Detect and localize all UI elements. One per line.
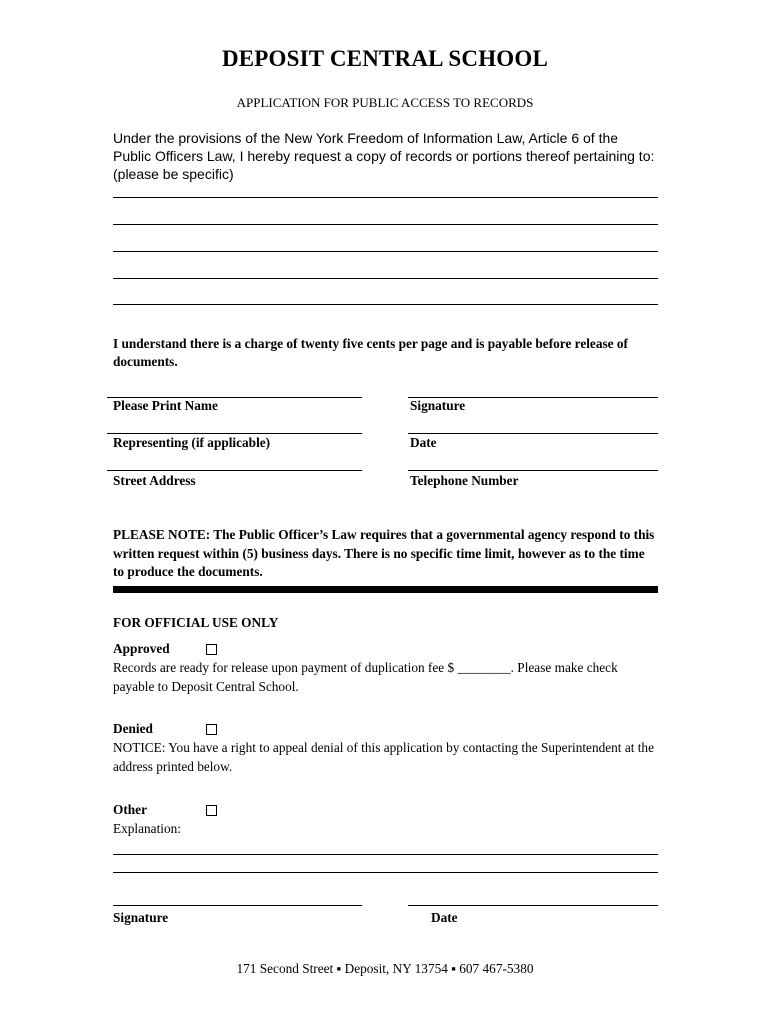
charge-notice: I understand there is a charge of twenty five cents per page and is payable before release of documents. <box>113 336 628 369</box>
street-field-label: Street Address <box>113 473 196 488</box>
request-line-2[interactable] <box>113 224 658 225</box>
date-field-line[interactable] <box>408 433 658 434</box>
approved-checkbox[interactable] <box>206 644 217 655</box>
explanation-line-1[interactable] <box>113 854 658 855</box>
official-use-heading: FOR OFFICIAL USE ONLY <box>113 615 279 630</box>
denied-label: Denied <box>113 721 153 736</box>
telephone-field-line[interactable] <box>408 470 658 471</box>
name-field-label: Please Print Name <box>113 398 218 413</box>
official-signature-line[interactable] <box>113 905 362 906</box>
representing-field-label: Representing (if applicable) <box>113 435 271 450</box>
page-title: DEPOSIT CENTRAL SCHOOL <box>221 46 549 71</box>
approved-label: Approved <box>113 641 170 656</box>
official-date-line[interactable] <box>408 905 658 906</box>
please-note-paragraph: PLEASE NOTE: The Public Officer’s Law requires that a governmental agency respond to this written request within (5) business days. There is no specific time limit, however as to the time to produce the documents. <box>113 527 655 579</box>
street-field-line[interactable] <box>107 470 362 471</box>
denied-checkbox[interactable] <box>206 724 217 735</box>
page-subtitle: APPLICATION FOR PUBLIC ACCESS TO RECORDS <box>236 95 534 110</box>
signature-field-label: Signature <box>410 398 466 413</box>
telephone-field-label: Telephone Number <box>410 473 519 488</box>
denied-text: NOTICE: You have a right to appeal denial of this application by contacting the Superintendent at the address printed below. <box>113 740 654 774</box>
official-signature-label: Signature <box>113 910 169 925</box>
official-date-label: Date <box>431 910 458 925</box>
explanation-label: Explanation: <box>113 821 181 836</box>
other-checkbox[interactable] <box>206 805 217 816</box>
approved-text: Records are ready for release upon payment of duplication fee $ ________. Please make check payable to Deposit Central School. <box>113 660 618 694</box>
footer-address: 171 Second Street ▪ Deposit, NY 13754 ▪ 607 467-5380 <box>236 961 534 976</box>
request-line-1[interactable] <box>113 197 658 198</box>
request-line-4[interactable] <box>113 278 658 279</box>
intro-paragraph: Under the provisions of the New York Freedom of Information Law, Article 6 of the Public Officers Law, I hereby request a copy of records or portions thereof pertaining to: (please be specific) <box>113 130 655 182</box>
date-field-label: Date <box>410 435 437 450</box>
other-label: Other <box>113 802 147 817</box>
representing-field-line[interactable] <box>107 433 362 434</box>
request-line-3[interactable] <box>113 251 658 252</box>
request-line-5[interactable] <box>113 304 658 305</box>
section-divider <box>113 586 658 593</box>
explanation-line-2[interactable] <box>113 872 658 873</box>
